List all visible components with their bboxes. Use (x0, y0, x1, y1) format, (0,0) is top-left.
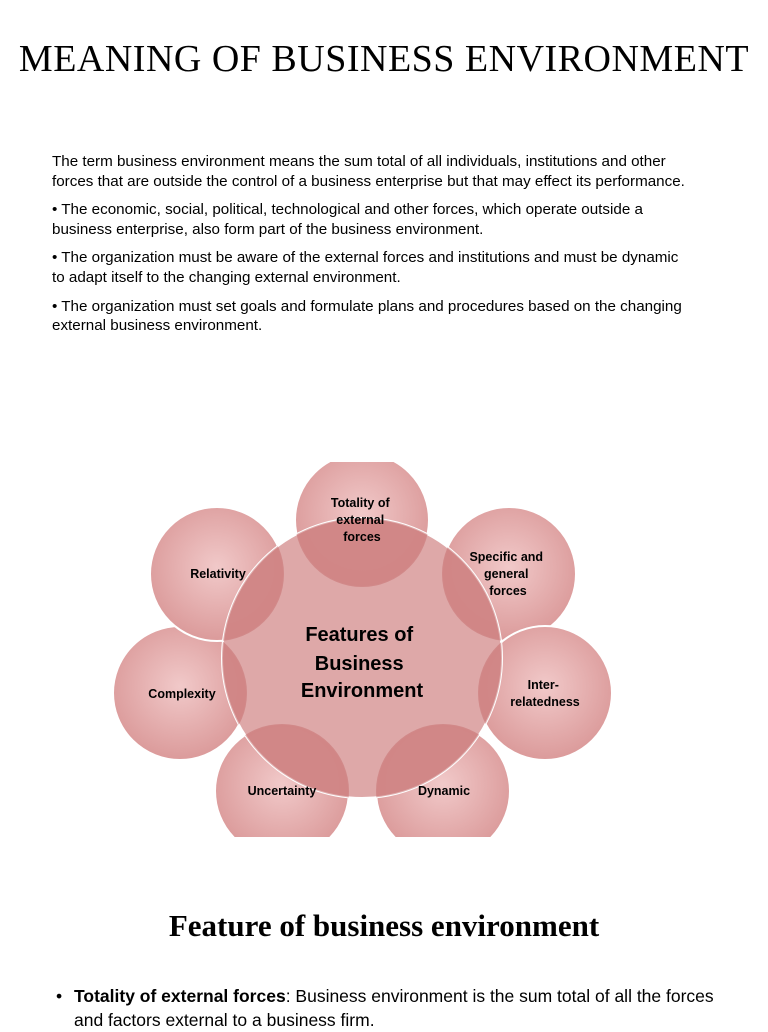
center-label-line: Environment (300, 680, 424, 702)
node-label-specific: Specific and (469, 550, 544, 564)
node-label-interrelatedness: relatedness (510, 695, 580, 709)
node-label-complexity: Complexity (148, 687, 216, 701)
node-label-totality: forces (343, 530, 381, 544)
feature-term: Totality of external forces (74, 986, 286, 1006)
intro-paragraph: • The economic, social, political, technological and other forces, which operate outside a business enterprise, also form part of the business environment. (52, 201, 643, 238)
bullet: • (56, 986, 63, 1006)
intro-paragraph: • The organization must be aware of the external forces and institutions and must be dynamic to adapt itself to the changing external environment. (52, 249, 679, 286)
center-label-line: Features of (305, 624, 414, 646)
section-heading: Feature of business environment (168, 908, 600, 943)
features-diagram (100, 462, 640, 837)
intro-text (52, 152, 692, 345)
node-label-relativity: Relativity (190, 567, 246, 581)
intro-paragraph: The term business environment means the sum total of all individuals, institutions and other forces that are outside the control of a business enterprise but that may effect its performance. (52, 153, 685, 190)
list-item (56, 984, 736, 1032)
node-label-interrelatedness: Inter- (527, 678, 559, 692)
node-label-dynamic: Dynamic (417, 784, 471, 798)
intro-paragraph: • The organization must set goals and formulate plans and procedures based on the changing external business environment. (52, 297, 682, 335)
node-label-totality: external (336, 513, 385, 527)
svg-text:Features of Business (301, 624, 424, 702)
page-title: MEANING OF BUSINESS ENVIRONMENT (18, 38, 750, 80)
node-label-uncertainty: Uncertainty (247, 784, 317, 798)
node-label-specific: forces (489, 584, 527, 598)
node-label-totality: Totality of (330, 496, 390, 510)
center-label-line: Business (314, 653, 404, 675)
node-label-specific: general (484, 567, 529, 581)
feature-list (56, 984, 736, 1032)
feature-text: : Business environment is the sum total of all the forces and factors external to a business firm. (74, 986, 714, 1030)
